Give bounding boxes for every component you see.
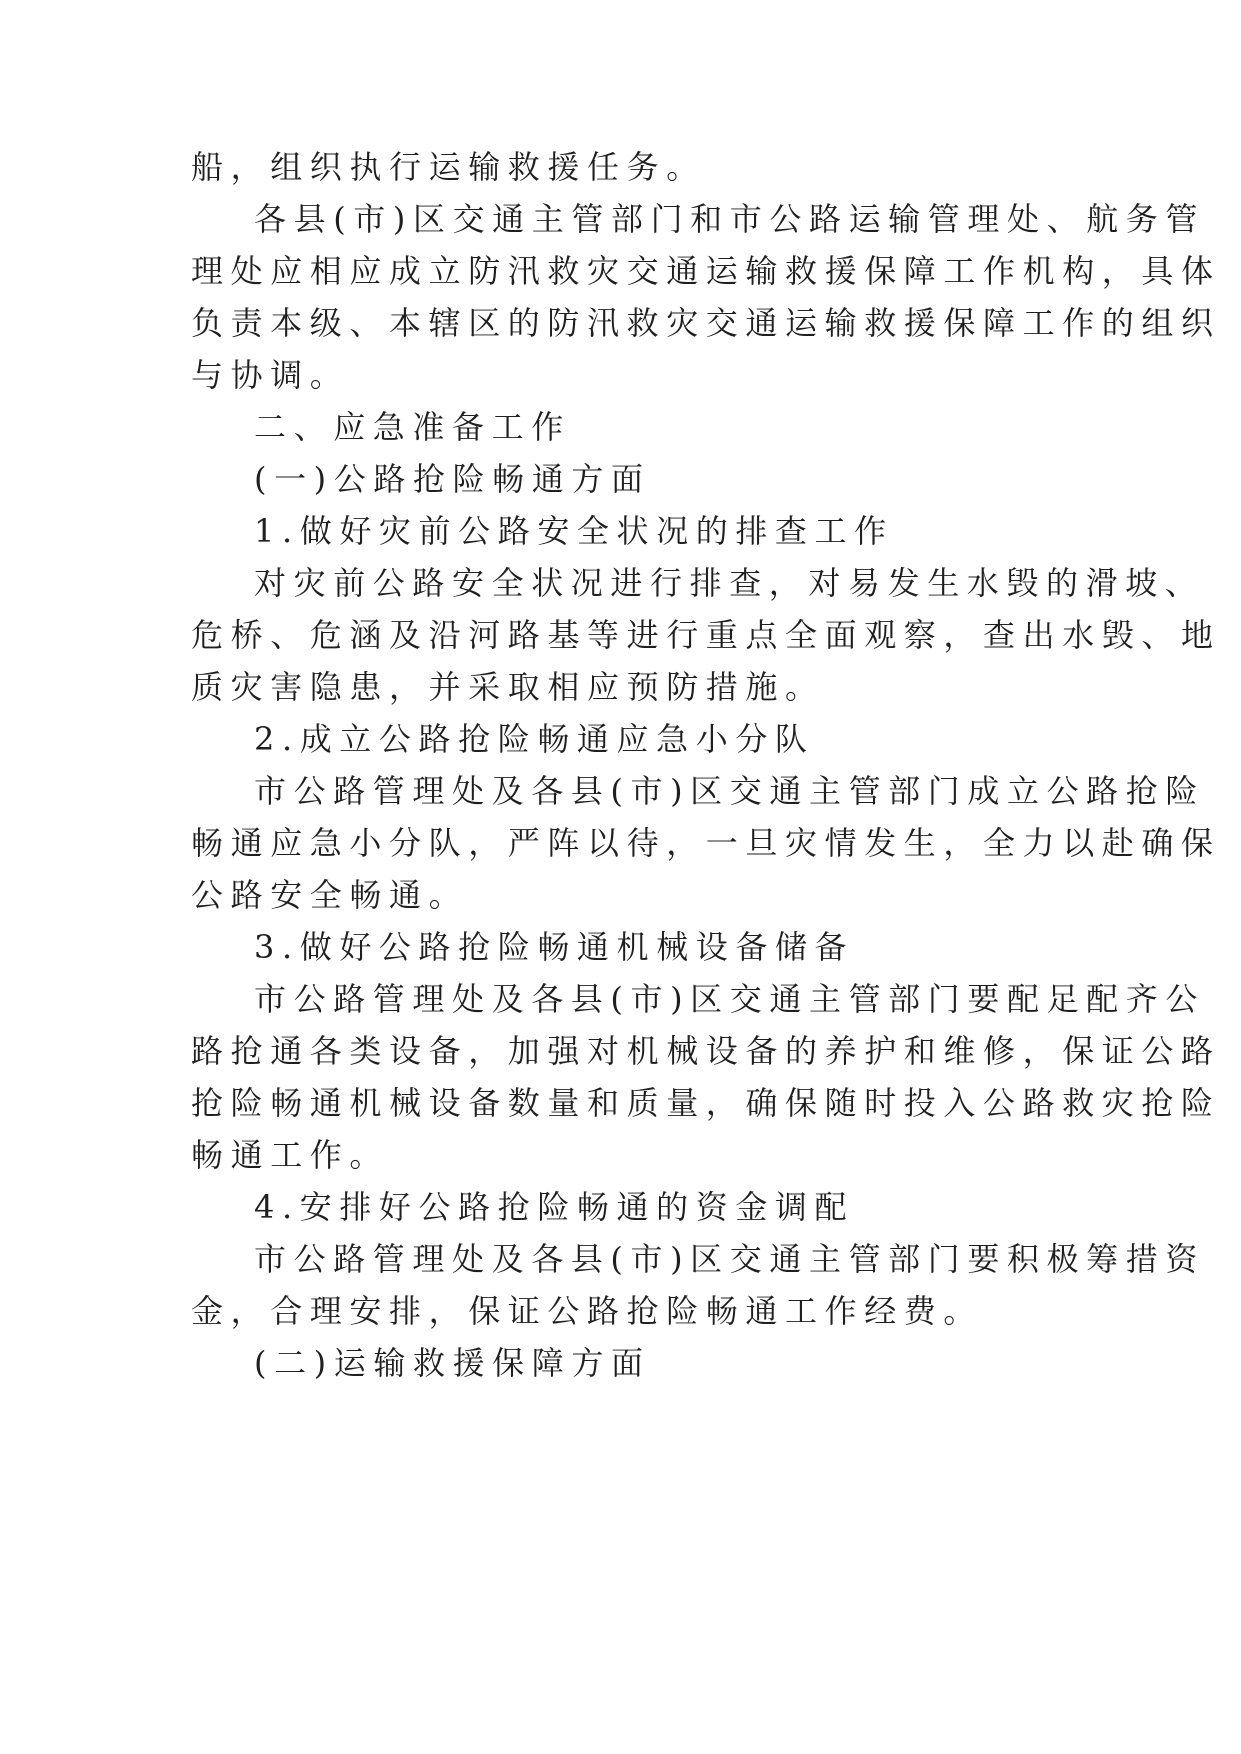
paragraph-line: 危桥、危涵及沿河路基等进行重点全面观察，查出水毁、地 bbox=[191, 616, 1221, 654]
paragraph-line: 船，组织执行运输救援任务。 bbox=[191, 148, 706, 186]
paragraph-line: 理处应相应成立防汛救灾交通运输救援保障工作机构，具体 bbox=[191, 252, 1221, 290]
section-heading: 二、应急准备工作 bbox=[254, 408, 571, 446]
paragraph-line: 负责本级、本辖区的防汛救灾交通运输救援保障工作的组织 bbox=[191, 304, 1221, 342]
paragraph-line: 市公路管理处及各县(市)区交通主管部门要配足配齐公 bbox=[254, 980, 1205, 1018]
paragraph-line: 畅通应急小分队，严阵以待，一旦灾情发生，全力以赴确保 bbox=[191, 824, 1221, 862]
item-heading: 1.做好灾前公路安全状况的排查工作 bbox=[254, 512, 894, 550]
paragraph-line: 质灾害隐患，并采取相应预防措施。 bbox=[191, 668, 825, 706]
item-heading: 4.安排好公路抢险畅通的资金调配 bbox=[254, 1188, 855, 1226]
subsection-heading: (一)公路抢险畅通方面 bbox=[254, 460, 651, 498]
paragraph-line: 与协调。 bbox=[191, 356, 350, 394]
paragraph-line: 畅通工作。 bbox=[191, 1136, 390, 1174]
paragraph-line: 路抢通各类设备，加强对机械设备的养护和维修，保证公路 bbox=[191, 1032, 1221, 1070]
paragraph-line: 抢险畅通机械设备数量和质量，确保随时投入公路救灾抢险 bbox=[191, 1084, 1221, 1122]
paragraph-line: 公路安全畅通。 bbox=[191, 876, 469, 914]
paragraph-line: 市公路管理处及各县(市)区交通主管部门成立公路抢险 bbox=[254, 772, 1205, 810]
paragraph-line: 金，合理安排，保证公路抢险畅通工作经费。 bbox=[191, 1292, 984, 1330]
paragraph-line: 各县(市)区交通主管部门和市公路运输管理处、航务管 bbox=[254, 200, 1205, 238]
item-heading: 2.成立公路抢险畅通应急小分队 bbox=[254, 720, 815, 758]
subsection-heading: (二)运输救援保障方面 bbox=[254, 1344, 651, 1382]
paragraph-line: 对灾前公路安全状况进行排查，对易发生水毁的滑坡、 bbox=[254, 564, 1205, 602]
item-heading: 3.做好公路抢险畅通机械设备储备 bbox=[254, 928, 855, 966]
paragraph-line: 市公路管理处及各县(市)区交通主管部门要积极筹措资 bbox=[254, 1240, 1205, 1278]
